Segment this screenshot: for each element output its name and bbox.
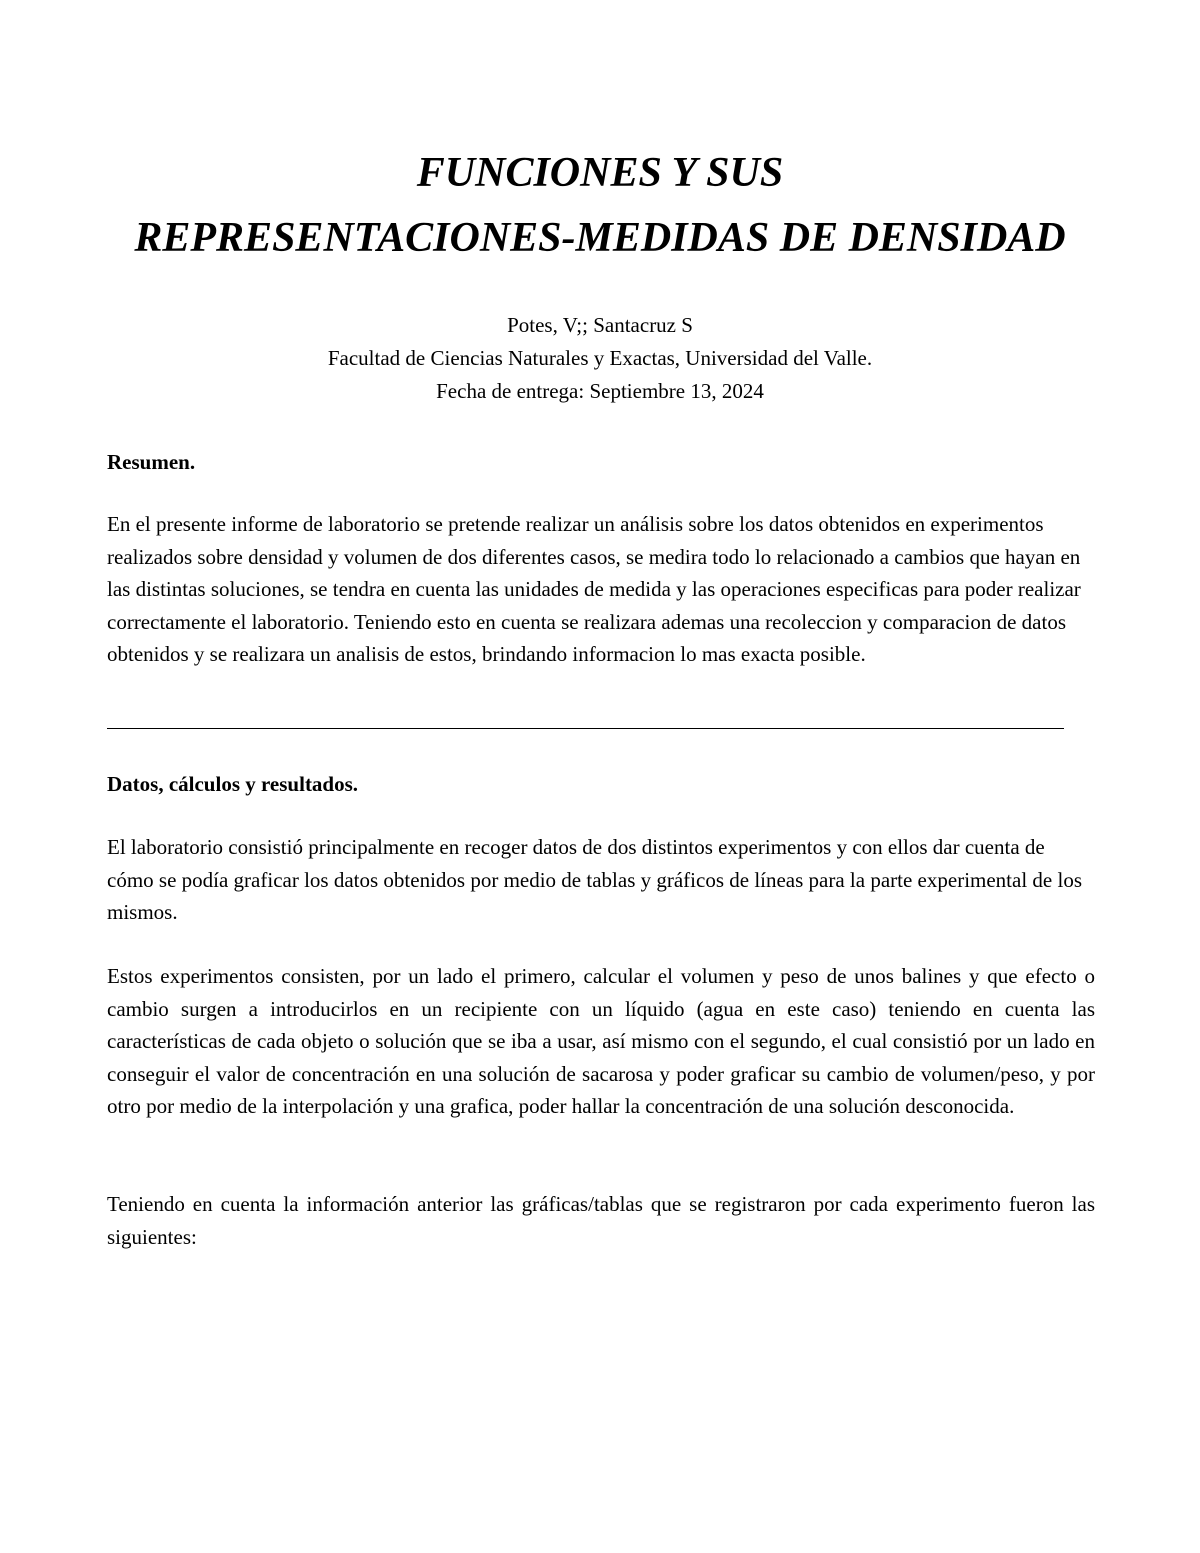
- affiliation: Facultad de Ciencias Naturales y Exactas, Universidad del Valle.: [327, 346, 873, 370]
- abstract-heading: Resumen.: [107, 450, 196, 474]
- authors: Potes, V;; Santacruz S: [507, 313, 693, 337]
- document-title-line-1: FUNCIONES Y SUS: [416, 150, 784, 196]
- abstract-paragraph: En el presente informe de laboratorio se pretende realizar un análisis sobre los datos obtenidos en experimentos realizados sobre densidad y volumen de dos diferentes casos, se medira todo lo relacionado a cambios que hayan en las distintas soluciones, se tendra en cuenta las unidades de medida y las operaciones especificas para poder realizar correctamente el laboratorio. Teniendo esto en cuenta se realizara ademas una recoleccion y comparacion de datos obtenidos y se realizara un analisis de estos, brindando informacion lo mas exacta posible.: [107, 512, 1081, 667]
- results-paragraph-1: El laboratorio consistió principalmente en recoger datos de dos distintos experimentos y con ellos dar cuenta de cómo se podía graficar los datos obtenidos por medio de tablas y gráficos de líneas para la parte experimental de los mismos.: [107, 835, 1083, 925]
- results-heading: Datos, cálculos y resultados.: [107, 772, 359, 796]
- document-title-line-2: REPRESENTACIONES-MEDIDAS DE DENSIDAD: [134, 215, 1066, 261]
- results-paragraph-2: Estos experimentos consisten, por un lado el primero, calcular el volumen y peso de unos balines y que efecto o cambio surgen a introducirlos en un recipiente con un líquido (agua en este caso) teniendo en cuenta las características de cada objeto o solución que se iba a usar, así mismo con el segundo, el cual consistió por un lado en conseguir el valor de concentración en una solución de sacarosa y poder graficar su cambio de volumen/peso, y por otro por medio de la interpolación y una grafica, poder hallar la concentración de una solución desconocida.: [107, 964, 1095, 1119]
- delivery-date: Fecha de entrega: Septiembre 13, 2024: [436, 379, 764, 403]
- section-divider: [107, 728, 1064, 729]
- results-paragraph-3: Teniendo en cuenta la información anterior las gráficas/tablas que se registraron por cada experimento fueron las siguientes:: [107, 1192, 1095, 1249]
